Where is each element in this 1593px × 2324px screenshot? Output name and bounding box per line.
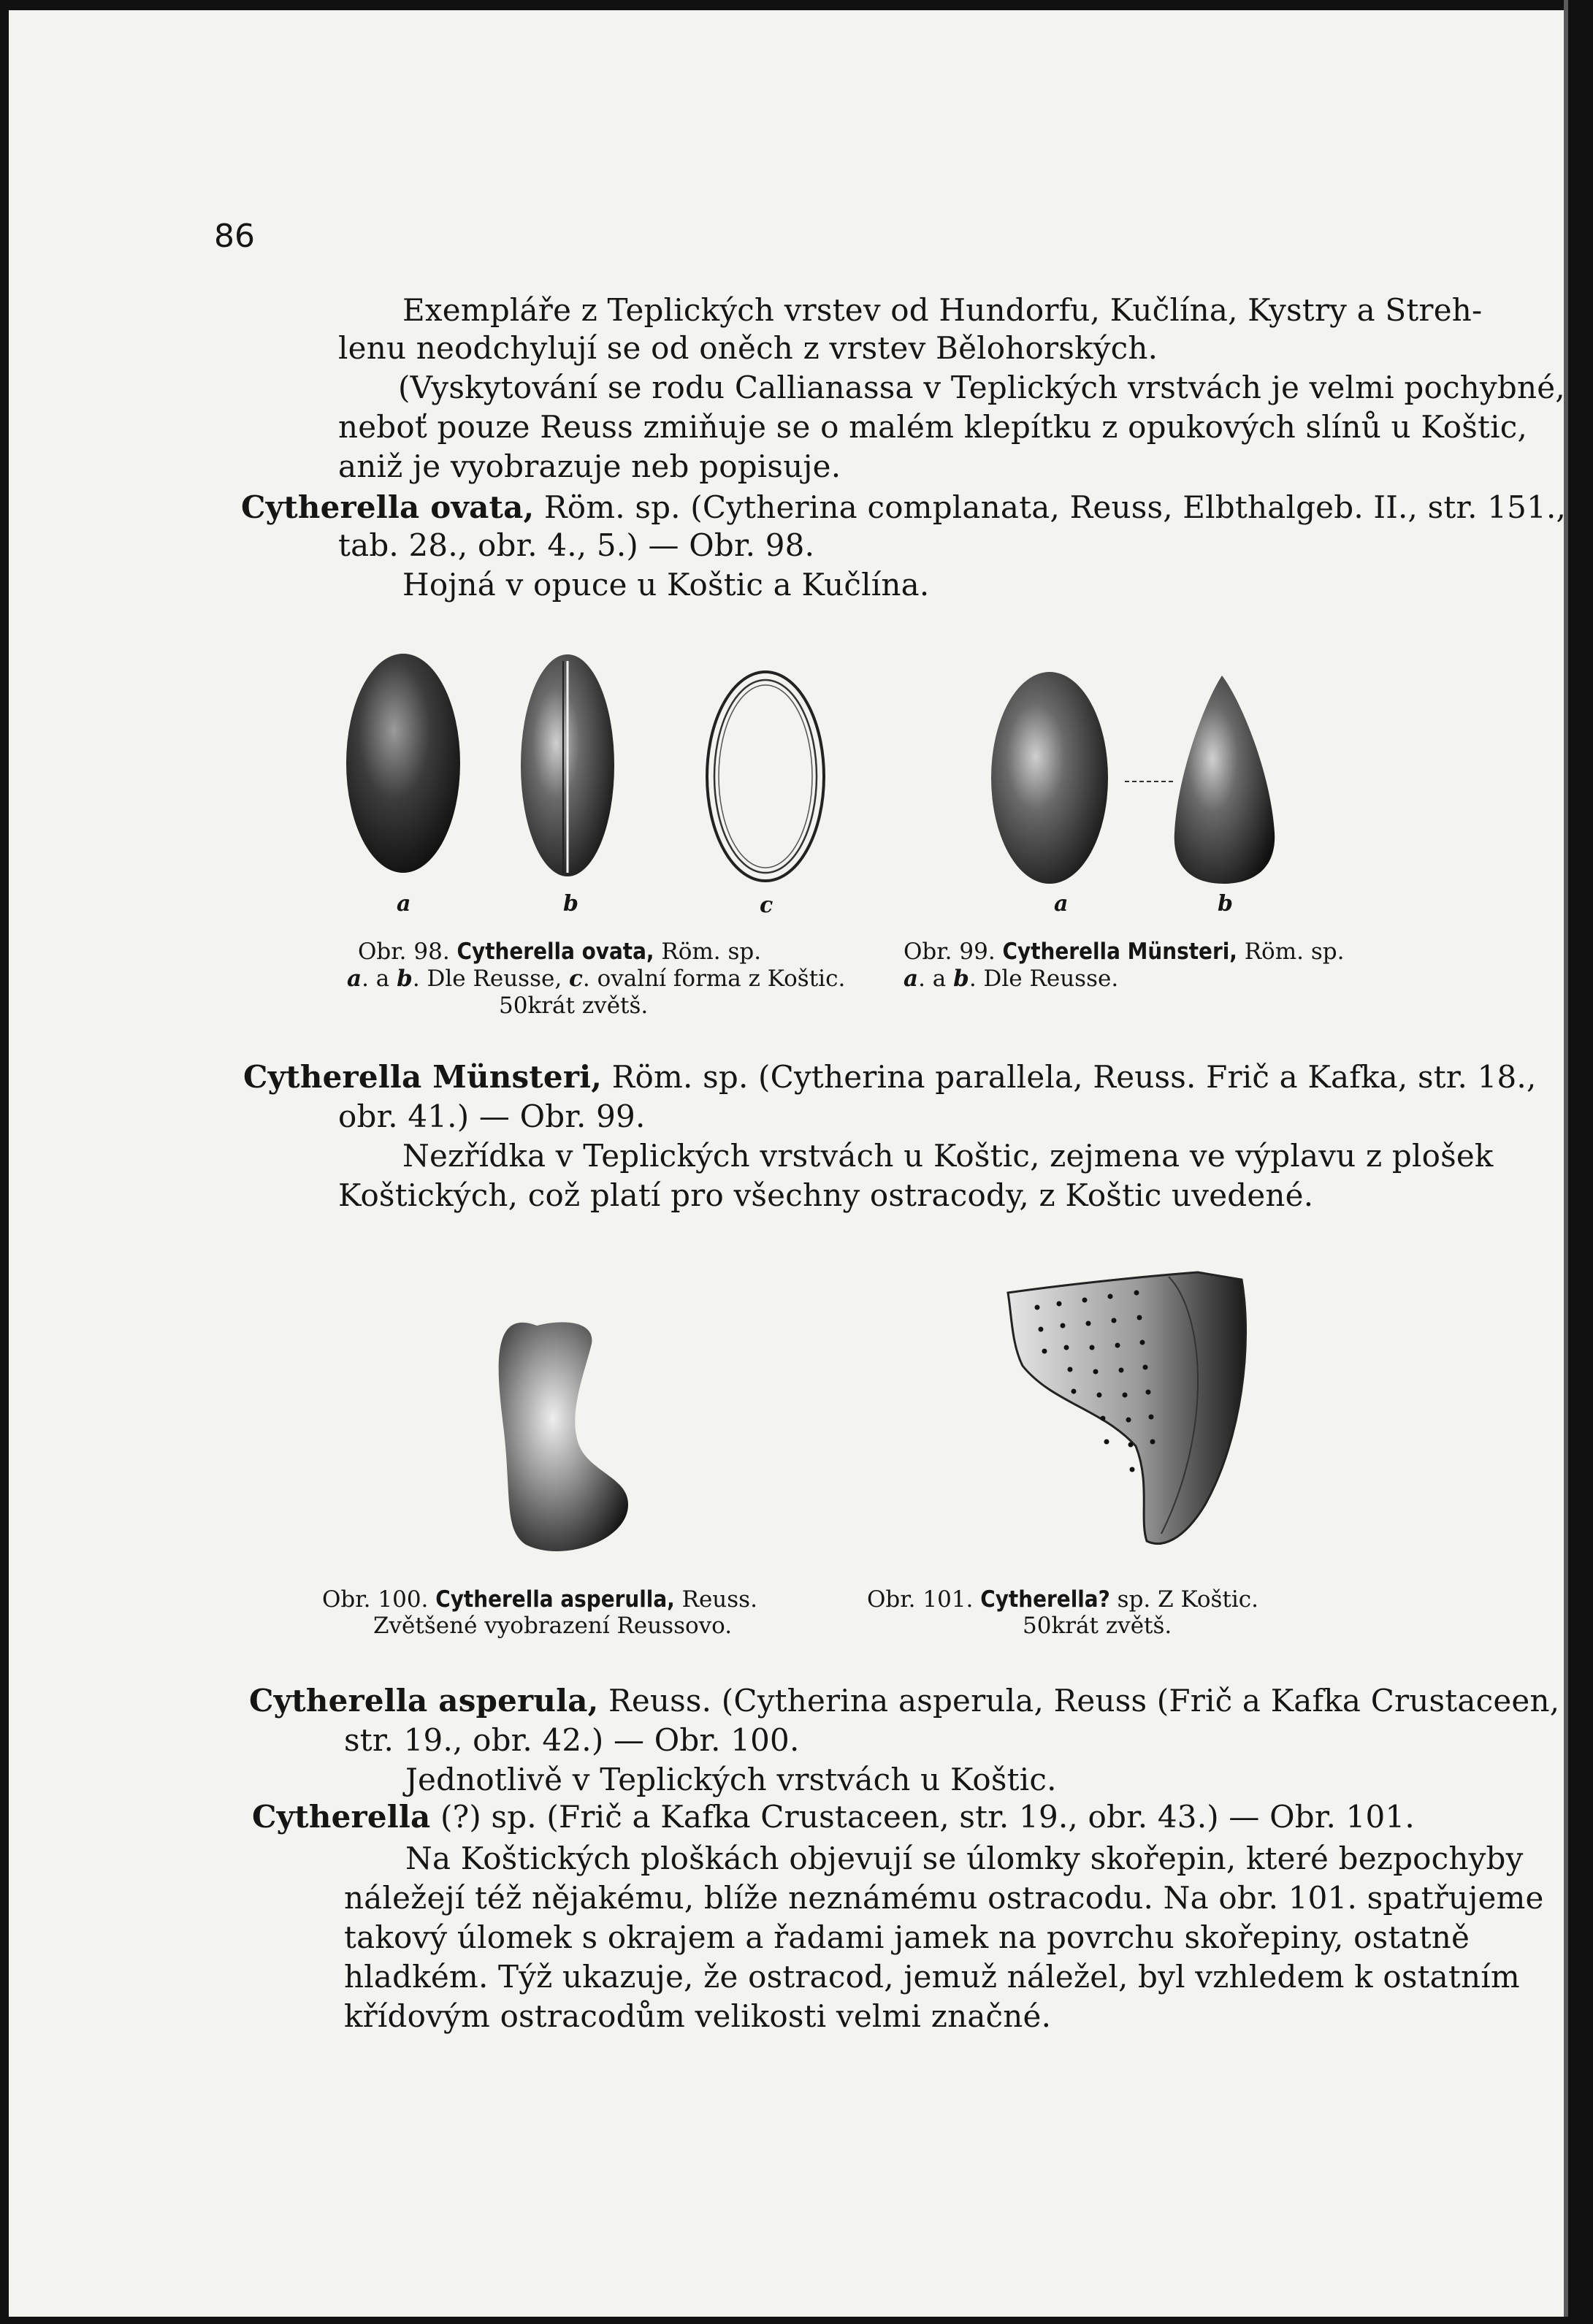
fig98-caption-line-3: 50krát zvětš. (499, 993, 649, 1019)
entry-sp-para-line-3: takový úlomek s okrajem a řadami jamek na povrchu skořepiny, ostatně (344, 1919, 1470, 1955)
intro-line-2: lenu neodchylují se od oněch z vrstev Bělohorských. (338, 330, 1158, 366)
fig98-label-a: a (397, 891, 411, 917)
entry-ovata-line-3: Hojná v opuce u Koštic a Kučlína. (402, 567, 930, 603)
fig98-shell-b (521, 654, 614, 876)
fig98-caption-b: b (397, 966, 413, 992)
fig100-caption-line-2: Zvětšené vyobrazení Reussovo. (373, 1613, 733, 1639)
fig99-caption-line-1 (904, 939, 1344, 965)
fig101-caption-line-1 (867, 1586, 1258, 1613)
fig100-caption-line-1 (322, 1586, 757, 1613)
intro-line-4: neboť pouze Reuss zmiňuje se o malém klepítku z opukových slínů u Koštic, (338, 409, 1528, 445)
fig101-caption-prefix: Obr. 101. (867, 1586, 974, 1613)
fig101-caption-line-2: 50krát zvětš. (1023, 1613, 1172, 1639)
entry-munsteri-name: Cytherella Münsteri, (243, 1059, 603, 1095)
entry-asperula-line-3: Jednotlivě v Teplických vrstvách u Koštic. (405, 1762, 1057, 1797)
entry-sp-name: Cytherella (252, 1799, 431, 1835)
entry-sp-line-1 (252, 1799, 1415, 1835)
fig100-caption-title: Cytherella asperulla, (435, 1586, 675, 1613)
fig98-caption-a: a (347, 966, 362, 992)
entry-asperula-rest: Reuss. (Cytherina asperula, Reuss (Frič a Kafka Crustaceen, (598, 1683, 1560, 1719)
fig99-caption-end: . Dle Reusse. (969, 966, 1119, 992)
fig98-label-b: b (563, 891, 578, 917)
entry-sp-rest: (?) sp. (Frič a Kafka Crustaceen, str. 19., obr. 43.) — Obr. 101. (430, 1799, 1415, 1835)
fig100-caption-prefix: Obr. 100. (322, 1586, 429, 1613)
entry-ovata-name: Cytherella ovata, (241, 489, 535, 525)
entry-munsteri-line-1 (243, 1059, 1537, 1095)
fig99-caption-prefix: Obr. 99. (904, 939, 996, 965)
fig101-fragment (1008, 1272, 1246, 1543)
entry-munsteri-rest: Röm. sp. (Cytherina parallela, Reuss. Frič a Kafka, str. 18., (602, 1059, 1537, 1095)
intro-line-3: (Vyskytování se rodu Callianassa v Teplických vrstvách je velmi pochybné, (398, 370, 1565, 405)
fig98-label-c: c (760, 892, 773, 918)
fig98-caption-line-2 (347, 966, 845, 992)
fig98-caption-rest2: . Dle Reusse, (412, 966, 570, 992)
entry-munsteri-line-4: Koštických, což platí pro všechny ostracody, z Koštic uvedené. (338, 1177, 1314, 1213)
entry-sp-para-line-2: náležejí též nějakému, blíže neznámému ostracodu. Na obr. 101. spatřujeme (344, 1880, 1544, 1916)
fig99-caption-mid: . a (918, 966, 954, 992)
entry-asperula-name: Cytherella asperula, (249, 1683, 599, 1719)
entry-munsteri-line-2: obr. 41.) — Obr. 99. (338, 1098, 646, 1134)
fig99-label-b: b (1218, 891, 1233, 917)
intro-line-5: aniž je vyobrazuje neb popisuje. (338, 448, 841, 484)
fig98-caption-prefix: Obr. 98. (358, 939, 450, 965)
entry-asperula-line-1 (249, 1683, 1559, 1719)
fig99-label-a: a (1054, 891, 1069, 917)
fig98-shell-a (346, 654, 460, 873)
fig100-caption-rest: Reuss. (674, 1586, 757, 1613)
intro-line-1: Exempláře z Teplických vrstev od Hundorfu, Kučlína, Kystry a Streh- (402, 292, 1483, 328)
fig98-caption-title: Cytherella ovata, (456, 939, 654, 965)
entry-sp-para-line-4: hladkém. Týž ukazuje, že ostracod, jemuž náležel, byl vzhledem k ostatním (344, 1959, 1520, 1995)
fig99-caption-title: Cytherella Münsteri, (1002, 939, 1237, 965)
fig98-caption-mid: . a (362, 966, 397, 992)
fig98-caption-rest: Röm. sp. (654, 939, 762, 965)
entry-asperula-line-2: str. 19., obr. 42.) — Obr. 100. (344, 1722, 800, 1758)
fig99-caption-line-2 (904, 966, 1118, 992)
fig100-shell (499, 1322, 628, 1551)
fig99-caption-a: a (904, 966, 919, 992)
entry-ovata-rest: Röm. sp. (Cytherina complanata, Reuss, Elbthalgeb. II., str. 151., (534, 489, 1567, 525)
entry-ovata-line-2: tab. 28., obr. 4., 5.) — Obr. 98. (338, 527, 815, 563)
fig101-caption-title: Cytherella? (980, 1586, 1110, 1613)
entry-munsteri-line-3: Nezřídka v Teplických vrstvách u Koštic, zejmena ve výplavu z plošek (402, 1138, 1494, 1174)
fig99-caption-b: b (953, 966, 969, 992)
fig98-caption-end: . ovalní forma z Koštic. (582, 966, 846, 992)
entry-sp-para-line-5: křídovým ostracodům velikosti velmi značné. (344, 1998, 1052, 2034)
fig98-caption-line-1 (358, 939, 761, 965)
fig98-caption-c: c (569, 966, 583, 992)
fig98-shell-c (707, 672, 824, 881)
page-number: 86 (214, 218, 255, 255)
entry-sp-para-line-1: Na Koštických ploškách objevují se úlomky skořepin, které bezpochyby (405, 1841, 1524, 1876)
fig99-shell-b (1174, 676, 1275, 884)
fig99-shell-a (991, 672, 1108, 884)
fig99-caption-rest: Röm. sp. (1237, 939, 1345, 965)
fig101-caption-rest: sp. Z Koštic. (1109, 1586, 1259, 1613)
